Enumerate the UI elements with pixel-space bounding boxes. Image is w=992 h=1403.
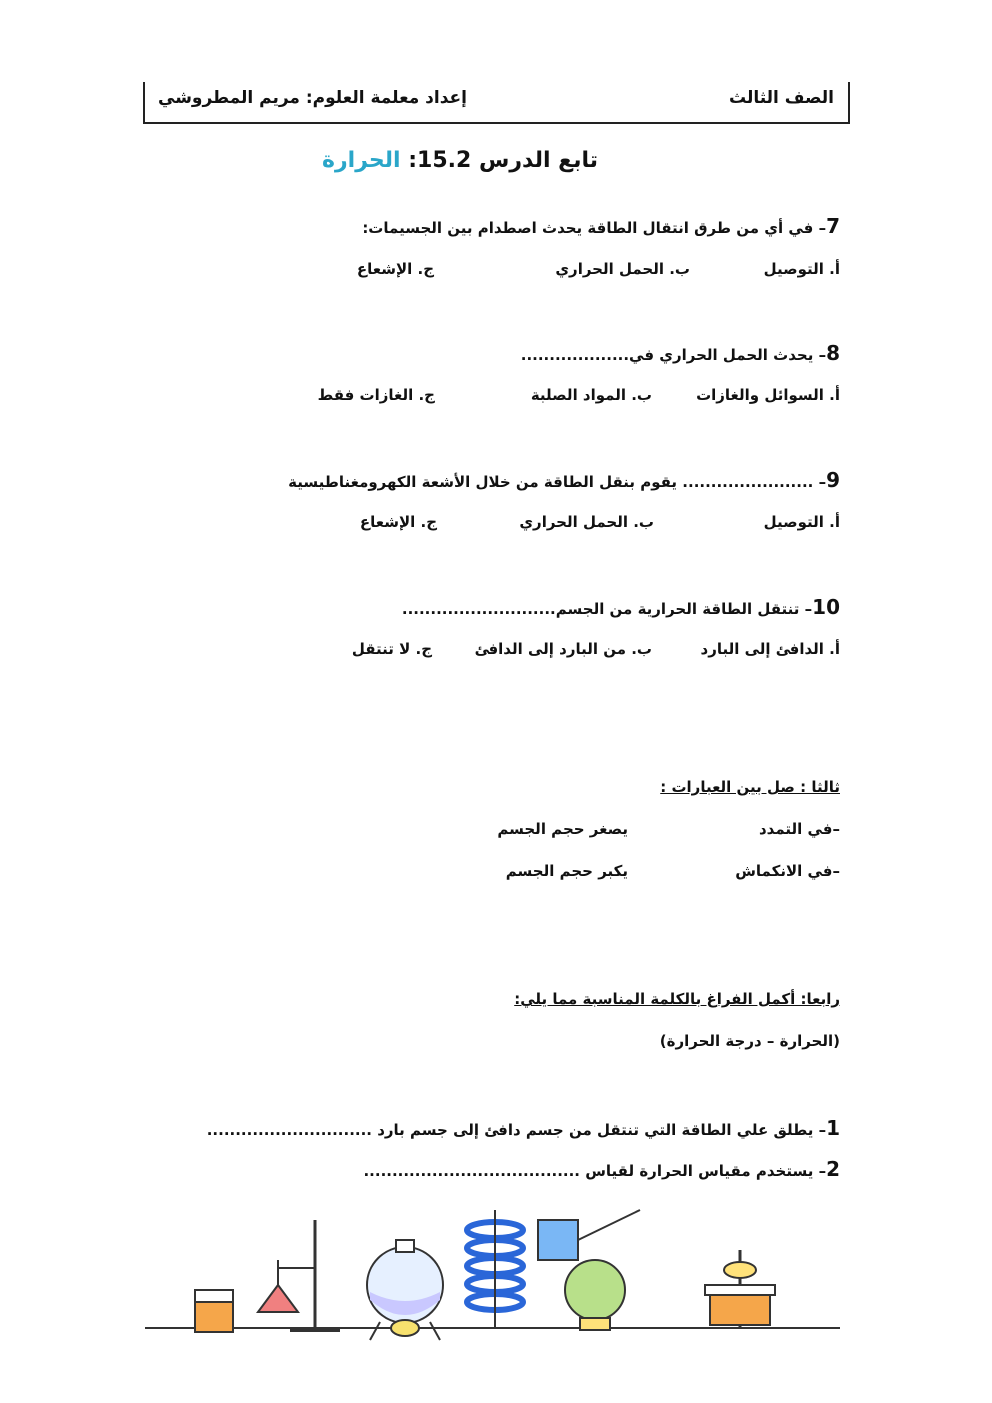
- q10-option-b: ب. من البارد إلى الدافئ: [474, 640, 652, 658]
- question-number: 8: [826, 341, 840, 365]
- question-number: 7: [826, 214, 840, 238]
- lesson-topic: الحرارة: [322, 148, 401, 173]
- q10-option-c: ج. لا تنتقل: [351, 640, 432, 658]
- question-number: 10: [812, 595, 840, 619]
- question-text: – يحدث الحمل الحراري في...................: [520, 346, 827, 364]
- lesson-prefix: تابع الدرس 15.2:: [400, 148, 598, 173]
- q9-option-a: أ. التوصيل: [763, 513, 840, 531]
- fill-item-2: [363, 1157, 840, 1181]
- header-rule: [143, 122, 850, 124]
- lab-equipment-illustration: [140, 1200, 850, 1350]
- section3-title: ثالثا : صل بين العبارات :: [660, 778, 840, 796]
- fill-item-1: [207, 1116, 840, 1140]
- beaker-stand-icon: [705, 1250, 775, 1328]
- question-9: [288, 468, 840, 492]
- q9-option-b: ب. الحمل الحراري: [519, 513, 654, 531]
- question-number: 9: [826, 468, 840, 492]
- q7-option-a: أ. التوصيل: [763, 260, 840, 278]
- q8-option-a: أ. السوائل والغازات: [696, 386, 840, 404]
- item-text: – يستخدم مقياس الحرارة لقياس ......................................: [363, 1162, 827, 1180]
- item-number: 2: [826, 1157, 840, 1181]
- beaker-icon: [195, 1290, 233, 1332]
- header-right-border: [848, 82, 850, 122]
- distillation-flask-icon: [538, 1210, 640, 1330]
- section4-title: رابعا: أكمل الفراغ بالكلمة المناسبة مما يلي:: [514, 990, 840, 1008]
- item-text: – يطلق علي الطاقة التي تنتقل من جسم دافئ إلى جسم بارد .............................: [206, 1121, 827, 1139]
- author-label: إعداد معلمة العلوم: مريم المطروشي: [158, 88, 467, 108]
- q8-option-c: ج. الغازات فقط: [317, 386, 435, 404]
- question-10: [402, 595, 840, 619]
- question-text: – تنتقل الطاقة الحرارية من الجسم...........................: [401, 600, 813, 618]
- item-number: 1: [826, 1116, 840, 1140]
- match-right-1: يصغر حجم الجسم: [497, 820, 628, 838]
- match-left-2: –في الانكماش: [735, 862, 840, 880]
- question-8: [521, 341, 840, 365]
- q7-option-c: ج. الإشعاع: [356, 260, 434, 278]
- q10-option-a: أ. الدافئ إلى البارد: [700, 640, 840, 658]
- question-7: [362, 214, 840, 238]
- question-text: – ....................... يقوم بنقل الطاقة من خلال الأشعة الكهرومغناطيسية: [288, 473, 827, 491]
- word-bank: (الحرارة – درجة الحرارة): [659, 1032, 840, 1050]
- round-flask-icon: [367, 1240, 443, 1340]
- flask-on-stand-icon: [258, 1220, 340, 1330]
- header-left-border: [143, 82, 145, 122]
- match-right-2: يكبر حجم الجسم: [505, 862, 628, 880]
- lesson-title: [322, 148, 598, 173]
- q7-option-b: ب. الحمل الحراري: [555, 260, 690, 278]
- question-text: – في أي من طرق انتقال الطاقة يحدث اصطدام بين الجسيمات:: [362, 219, 827, 237]
- match-left-1: –في التمدد: [758, 820, 840, 838]
- q9-option-c: ج. الإشعاع: [359, 513, 437, 531]
- q8-option-b: ب. المواد الصلبة: [530, 386, 652, 404]
- grade-label: الصف الثالث: [728, 88, 834, 108]
